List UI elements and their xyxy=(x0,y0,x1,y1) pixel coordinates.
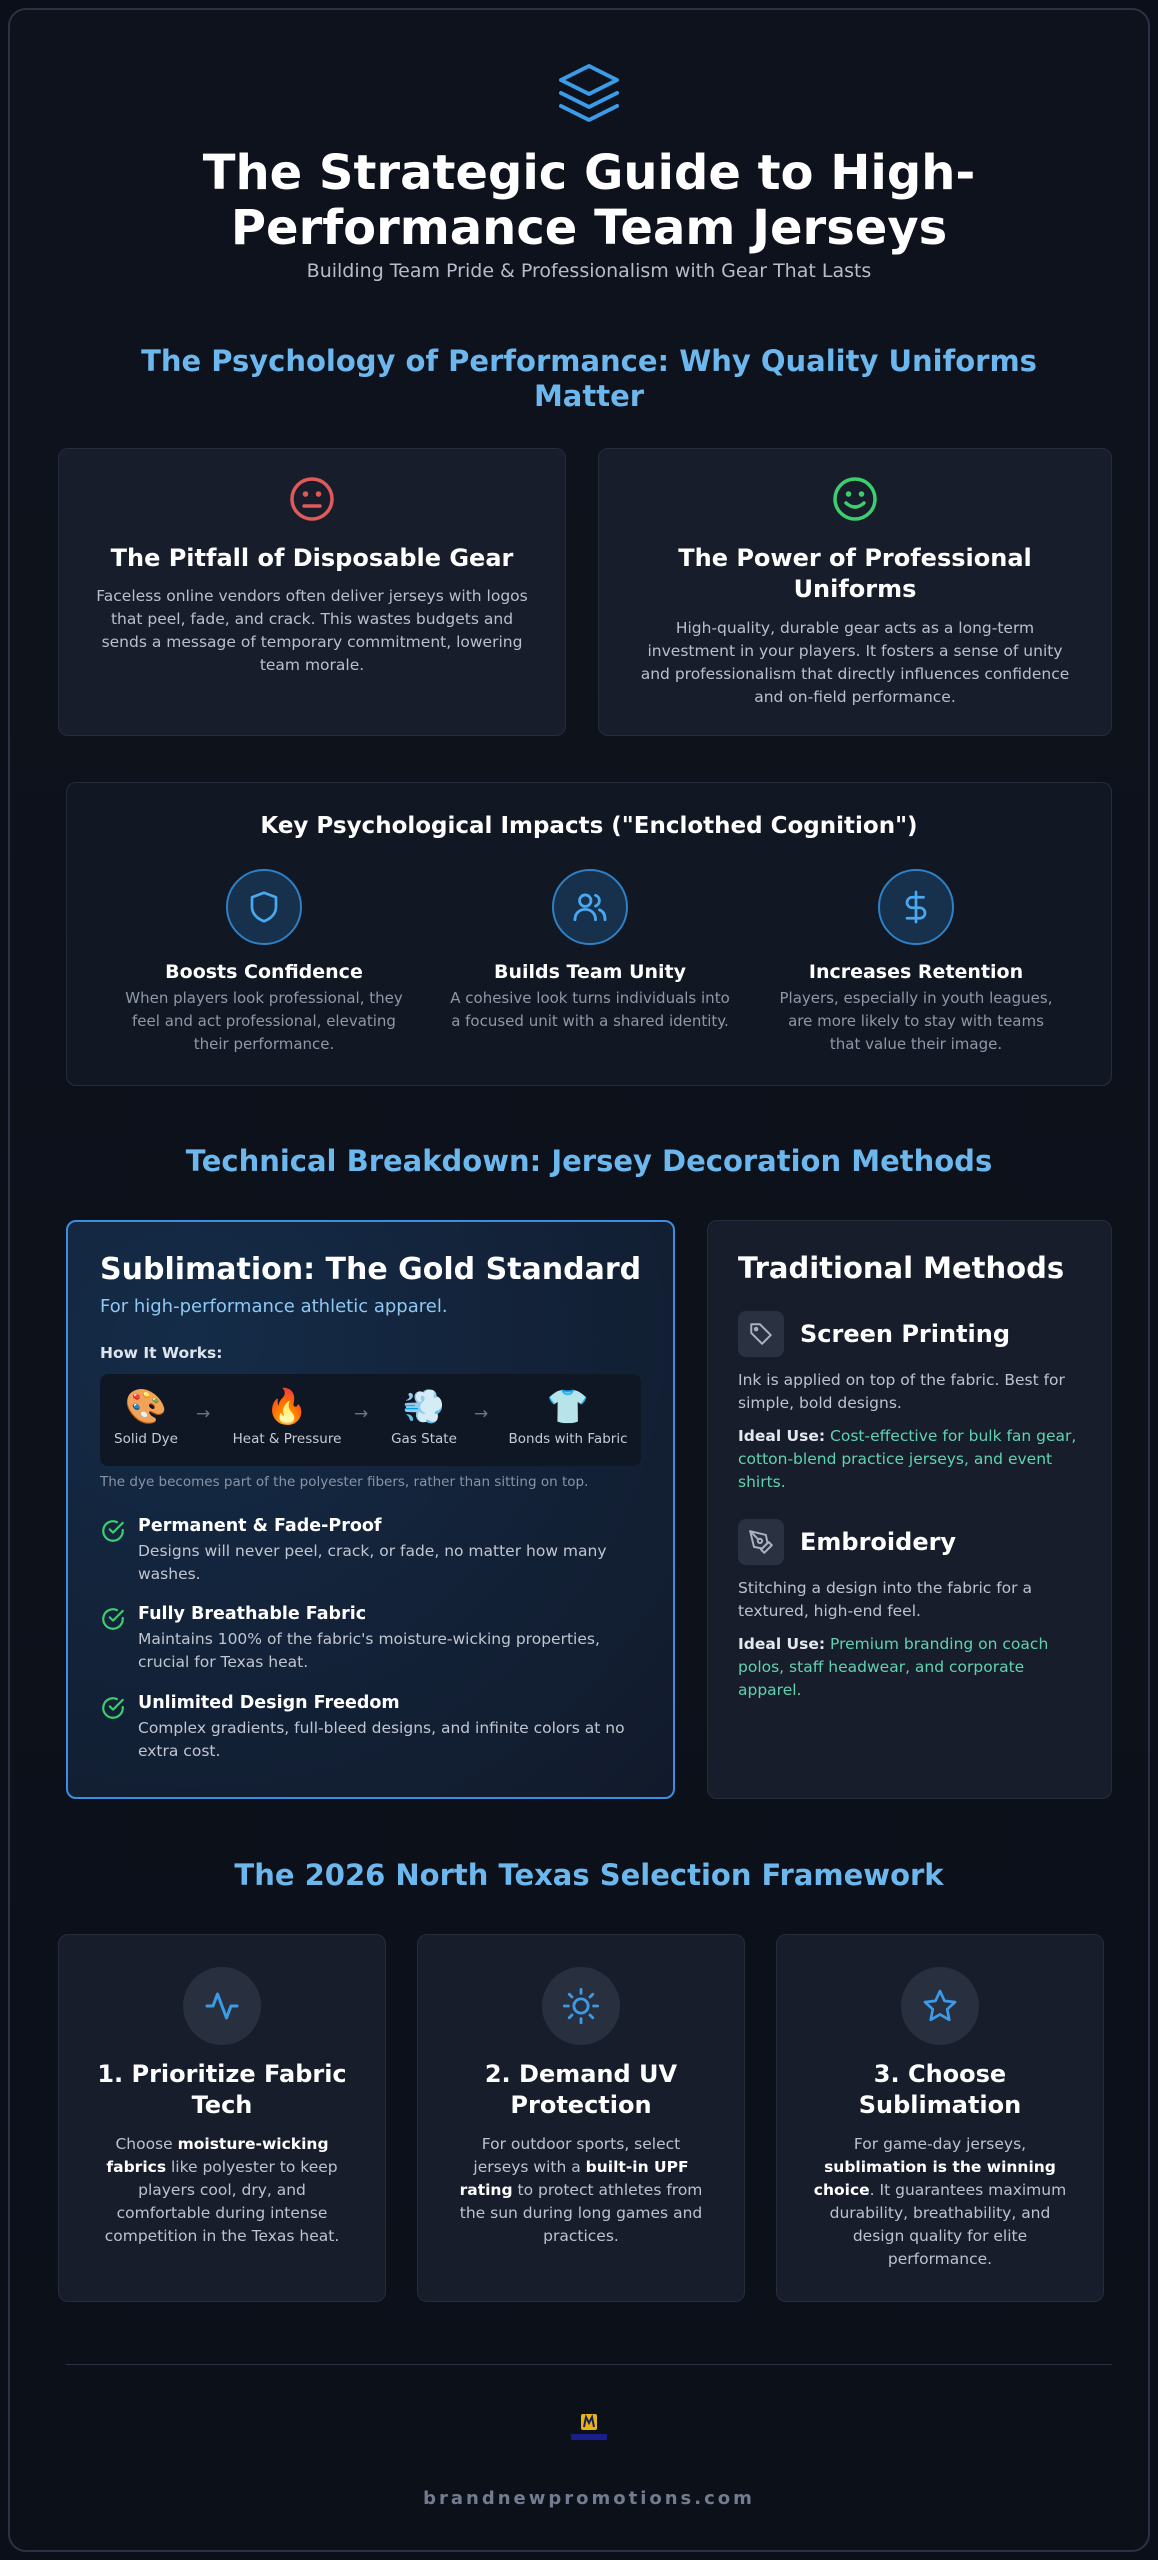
page-subtitle: Building Team Pride & Professionalism with Gear That Lasts xyxy=(306,260,872,282)
benefit-item xyxy=(100,1693,641,1763)
impact-title: Builds Team Unity xyxy=(493,961,687,983)
method-desc: Stitching a design into the fabric for a textured, high-end feel. xyxy=(738,1579,1032,1620)
sun-icon xyxy=(562,1987,600,2025)
framework-section-title: The 2026 North Texas Selection Framework xyxy=(234,1858,944,1892)
psychology-section-title: The Psychology of Performance: Why Quality Uniforms Matter xyxy=(141,344,1037,413)
brand-new-promotions-logo xyxy=(557,2412,621,2452)
step-gas-state xyxy=(364,1386,484,1447)
benefit-text: Complex gradients, full-bleed designs, and infinite colors at no extra cost. xyxy=(138,1719,625,1760)
impact-confidence xyxy=(119,869,409,1056)
users-icon xyxy=(571,888,609,926)
smile-face-icon xyxy=(831,475,879,523)
benefit-title: Fully Breathable Fabric xyxy=(138,1604,367,1624)
impact-unity xyxy=(445,869,735,1033)
method-name: Screen Printing xyxy=(800,1320,1011,1348)
tshirt-icon: 👕 xyxy=(546,1387,590,1427)
benefit-text: Maintains 100% of the fabric's moisture-wicking properties, crucial for Texas heat. xyxy=(138,1630,600,1671)
method-name: Embroidery xyxy=(800,1528,957,1556)
shield-icon xyxy=(246,889,282,925)
step-label: Heat & Pressure xyxy=(232,1431,342,1447)
infographic-page xyxy=(8,8,1150,2552)
step-label: Bonds with Fabric xyxy=(508,1431,628,1447)
professional-title: The Power of Professional Uniforms xyxy=(678,544,1032,603)
method-screen-printing xyxy=(738,1311,1083,1494)
method-embroidery xyxy=(738,1519,1083,1702)
pitfall-title: The Pitfall of Disposable Gear xyxy=(110,544,514,572)
sublimation-card xyxy=(66,1220,675,1799)
arrow-right-icon: → xyxy=(196,1404,211,1424)
benefit-title: Permanent & Fade-Proof xyxy=(138,1516,382,1536)
impact-text: Players, especially in youth leagues, are more likely to stay with teams that value their image. xyxy=(779,989,1053,1053)
pitfall-text: Faceless online vendors often deliver jerseys with logos that peel, fade, and crack. This wastes budgets and sends a message of temporary commitment, lowering team morale. xyxy=(96,587,528,674)
professional-card xyxy=(598,448,1112,736)
framework-text: For outdoor sports, select jerseys with a built-in UPF rating to protect athletes from the sun during long games and practices. xyxy=(459,2135,703,2245)
technical-section-title: Technical Breakdown: Jersey Decoration Methods xyxy=(185,1144,993,1178)
arrow-right-icon: → xyxy=(474,1404,489,1424)
palette-icon: 🎨 xyxy=(124,1387,168,1427)
check-circle-icon xyxy=(100,1518,126,1544)
pen-tool-icon xyxy=(748,1529,774,1555)
fire-icon: 🔥 xyxy=(265,1387,309,1427)
impact-text: When players look professional, they feel and act professional, elevating their performance. xyxy=(125,989,403,1053)
footer-url[interactable]: brandnewpromotions.com xyxy=(423,2488,755,2509)
step-label: Solid Dye xyxy=(114,1431,178,1447)
check-circle-icon xyxy=(100,1606,126,1632)
impact-retention xyxy=(771,869,1061,1056)
benefit-item xyxy=(100,1604,641,1674)
impacts-title: Key Psychological Impacts ("Enclothed Cognition") xyxy=(260,813,918,839)
framework-text: Choose moisture-wicking fabrics like polyester to keep players cool, dry, and comfortable during intense competition in the Texas heat. xyxy=(104,2135,340,2245)
method-ideal-use: Ideal Use: Premium branding on coach polos, staff headwear, and corporate apparel. xyxy=(738,1635,1049,1699)
method-desc: Ink is applied on top of the fabric. Best for simple, bold designs. xyxy=(738,1371,1065,1412)
framework-text: For game-day jerseys, sublimation is the winning choice. It guarantees maximum durability, breathability, and design quality for elite performance. xyxy=(813,2135,1067,2268)
framework-card-fabric xyxy=(58,1934,386,2302)
sublimation-subtitle: For high-performance athletic apparel. xyxy=(100,1296,448,1317)
dollar-icon xyxy=(898,889,934,925)
sublimation-title: Sublimation: The Gold Standard xyxy=(100,1252,642,1287)
process-steps xyxy=(100,1374,641,1466)
framework-card-sublimation xyxy=(776,1934,1104,2302)
sublimation-note: The dye becomes part of the polyester fibers, rather than sitting on top. xyxy=(100,1474,589,1490)
footer-divider xyxy=(66,2364,1112,2365)
traditional-card xyxy=(707,1220,1112,1799)
framework-title: 3. Choose Sublimation xyxy=(858,2060,1022,2119)
impact-title: Increases Retention xyxy=(808,961,1024,983)
arrow-right-icon: → xyxy=(354,1404,369,1424)
step-bonds-fabric xyxy=(508,1386,628,1447)
how-it-works-label: How It Works: xyxy=(100,1344,223,1362)
pitfall-card xyxy=(58,448,566,736)
traditional-title: Traditional Methods xyxy=(738,1251,1065,1285)
step-solid-dye xyxy=(86,1386,206,1447)
wind-icon: 💨 xyxy=(402,1387,446,1427)
framework-card-uv xyxy=(417,1934,745,2302)
framework-title: 1. Prioritize Fabric Tech xyxy=(97,2060,347,2119)
star-icon xyxy=(922,1988,958,2024)
benefit-item xyxy=(100,1516,641,1586)
benefit-title: Unlimited Design Freedom xyxy=(138,1693,400,1713)
professional-text: High-quality, durable gear acts as a long-term investment in your players. It fosters a sense of unity and professionalism that directly influences confidence and on-field performance. xyxy=(640,619,1070,706)
layers-icon xyxy=(555,62,623,124)
check-circle-icon xyxy=(100,1695,126,1721)
impact-title: Boosts Confidence xyxy=(165,961,363,983)
framework-title: 2. Demand UV Protection xyxy=(484,2060,678,2119)
tag-icon xyxy=(748,1321,774,1347)
activity-icon xyxy=(204,1988,240,2024)
step-heat-pressure xyxy=(227,1386,347,1447)
page-title: The Strategic Guide to High-Performance Team Jerseys xyxy=(202,145,976,256)
benefit-text: Designs will never peel, crack, or fade, no matter how many washes. xyxy=(138,1542,607,1583)
impacts-panel xyxy=(66,782,1112,1086)
neutral-face-icon xyxy=(288,475,336,523)
step-label: Gas State xyxy=(391,1431,457,1447)
method-ideal-use: Ideal Use: Cost-effective for bulk fan gear, cotton-blend practice jerseys, and event shirts. xyxy=(738,1427,1077,1491)
impact-text: A cohesive look turns individuals into a focused unit with a shared identity. xyxy=(450,989,730,1030)
